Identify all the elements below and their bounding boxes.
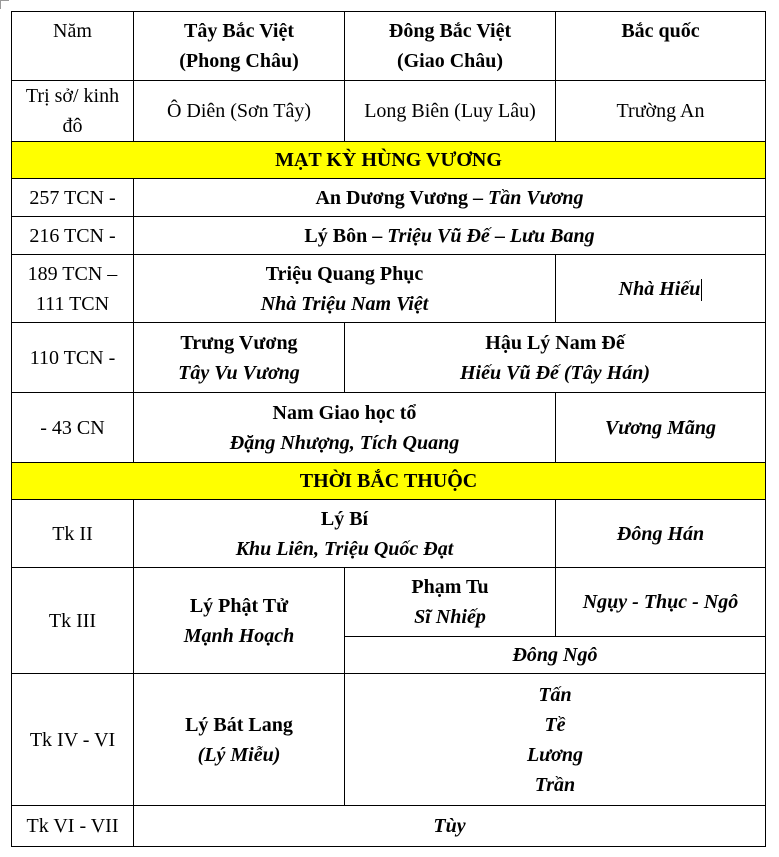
row-110-tcn bbox=[12, 323, 766, 393]
capital-label: Trị sở/ kinh đô bbox=[12, 81, 134, 142]
section-title-bac-thuoc: THỜI BẮC THUỘC bbox=[12, 463, 766, 500]
year-cell: Tk IV - VI bbox=[12, 674, 134, 806]
row-tk-iv-vi bbox=[12, 674, 766, 806]
west-ruler-cell: Lý Phật Tử Mạnh Hoạch bbox=[134, 568, 345, 674]
header-year: Năm bbox=[12, 12, 134, 81]
east-ruler-cell: Phạm Tu Sĩ Nhiếp bbox=[345, 568, 556, 637]
west-ruler-cell: Trưng Vương Tây Vu Vương bbox=[134, 323, 345, 393]
capital-tay-bac-viet: Ô Diên (Sơn Tây) bbox=[134, 81, 345, 142]
header-row bbox=[12, 12, 766, 81]
history-table bbox=[11, 11, 766, 847]
header-dong-bac-viet: Đông Bắc Việt (Giao Châu) bbox=[345, 12, 556, 81]
north-cell: Ngụy - Thục - Ngô bbox=[556, 568, 766, 637]
section-title-mat-ky: MẠT KỲ HÙNG VƯƠNG bbox=[12, 142, 766, 179]
ruler-cell: Lý Bôn – Triệu Vũ Đế – Lưu Bang bbox=[134, 217, 766, 255]
north-cell: Nhà Hiếu bbox=[556, 255, 766, 323]
year-cell: 216 TCN - bbox=[12, 217, 134, 255]
row-216-tcn bbox=[12, 217, 766, 255]
north-cell: Tấn Tề Lương Trần bbox=[345, 674, 766, 806]
north-cell: Tùy bbox=[134, 806, 766, 847]
east-ruler-cell: Hậu Lý Nam Đế Hiếu Vũ Đế (Tây Hán) bbox=[345, 323, 766, 393]
year-cell: 189 TCN – 111 TCN bbox=[12, 255, 134, 323]
ruler-cell: Triệu Quang Phục Nhà Triệu Nam Việt bbox=[134, 255, 556, 323]
capital-bac-quoc: Trường An bbox=[556, 81, 766, 142]
section-band-mat-ky bbox=[12, 142, 766, 179]
capital-row bbox=[12, 81, 766, 142]
row-43-cn bbox=[12, 393, 766, 463]
year-cell: Tk III bbox=[12, 568, 134, 674]
header-tay-bac-viet: Tây Bắc Việt (Phong Châu) bbox=[134, 12, 345, 81]
north-lower-cell: Đông Ngô bbox=[345, 637, 766, 674]
ruler-cell: Nam Giao học tổ Đặng Nhượng, Tích Quang bbox=[134, 393, 556, 463]
row-189-tcn bbox=[12, 255, 766, 323]
year-cell: Tk VI - VII bbox=[12, 806, 134, 847]
page-corner-mark bbox=[0, 0, 9, 9]
year-cell: Tk II bbox=[12, 500, 134, 568]
north-cell: Vương Mãng bbox=[556, 393, 766, 463]
north-cell: Đông Hán bbox=[556, 500, 766, 568]
text-cursor-mark bbox=[701, 279, 702, 301]
year-cell: 110 TCN - bbox=[12, 323, 134, 393]
header-bac-quoc: Bắc quốc bbox=[556, 12, 766, 81]
ruler-cell: Lý Bí Khu Liên, Triệu Quốc Đạt bbox=[134, 500, 556, 568]
west-ruler-cell: Lý Bát Lang (Lý Miễu) bbox=[134, 674, 345, 806]
history-table-container bbox=[11, 11, 765, 845]
year-cell: 257 TCN - bbox=[12, 179, 134, 217]
row-tk-ii bbox=[12, 500, 766, 568]
ruler-cell: An Dương Vương – Tần Vương bbox=[134, 179, 766, 217]
row-257-tcn bbox=[12, 179, 766, 217]
year-cell: - 43 CN bbox=[12, 393, 134, 463]
row-tk-vi-vii bbox=[12, 806, 766, 847]
capital-dong-bac-viet: Long Biên (Luy Lâu) bbox=[345, 81, 556, 142]
section-band-bac-thuoc bbox=[12, 463, 766, 500]
row-tk-iii bbox=[12, 568, 766, 637]
